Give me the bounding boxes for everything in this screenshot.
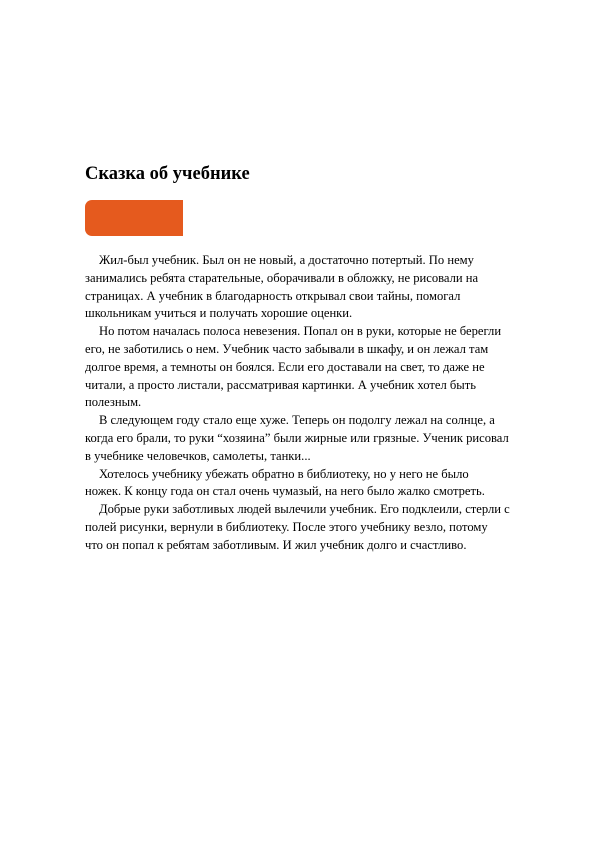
orange-banner xyxy=(85,200,183,236)
text-line: школьникам учиться и получать хорошие оценки. xyxy=(85,306,353,321)
text-line: Хотелось учебнику убежать обратно в библиотеку, но у него не было xyxy=(99,466,469,481)
text-line: ножек. К концу года он стал очень чумазый, на него было жалко смотреть. xyxy=(85,484,485,499)
page-title: Сказка об учебнике xyxy=(85,164,250,184)
text-line: страницах. А учебник в благодарность открывал свои тайны, помогал xyxy=(85,288,461,303)
text-line: Но потом началась полоса невезения. Попал он в руки, которые не берегли xyxy=(99,324,502,339)
story-text xyxy=(85,252,565,555)
text-line: когда его брали, то руки “хозяина” были жирные или грязные. Ученик рисовал xyxy=(85,430,509,445)
text-line: долгое время, а темноты он боялся. Если его доставали на свет, то даже не xyxy=(85,359,485,374)
text-line: занимались ребята старательные, оборачивали в обложку, не рисовали на xyxy=(85,270,479,285)
text-line: в учебнике человечков, самолеты, танки... xyxy=(85,448,311,463)
text-line: полей рисунки, вернули в библиотеку. После этого учебнику везло, потому xyxy=(85,519,488,534)
text-line: читали, а просто листали, рассматривая картинки. А учебник хотел быть xyxy=(85,377,477,392)
text-line: его, не заботились о нем. Учебник часто забывали в шкафу, и он лежал там xyxy=(85,341,489,356)
text-line: В следующем году стало еще хуже. Теперь он подолгу лежал на солнце, а xyxy=(99,413,495,428)
text-line: Добрые руки заботливых людей вылечили учебник. Его подклеили, стерли с xyxy=(99,502,510,517)
text-line: что он попал к ребятам заботливым. И жил учебник долго и счастливо. xyxy=(85,537,467,552)
text-line: полезным. xyxy=(85,395,142,410)
text-line: Жил-был учебник. Был он не новый, а достаточно потертый. По нему xyxy=(99,253,474,267)
